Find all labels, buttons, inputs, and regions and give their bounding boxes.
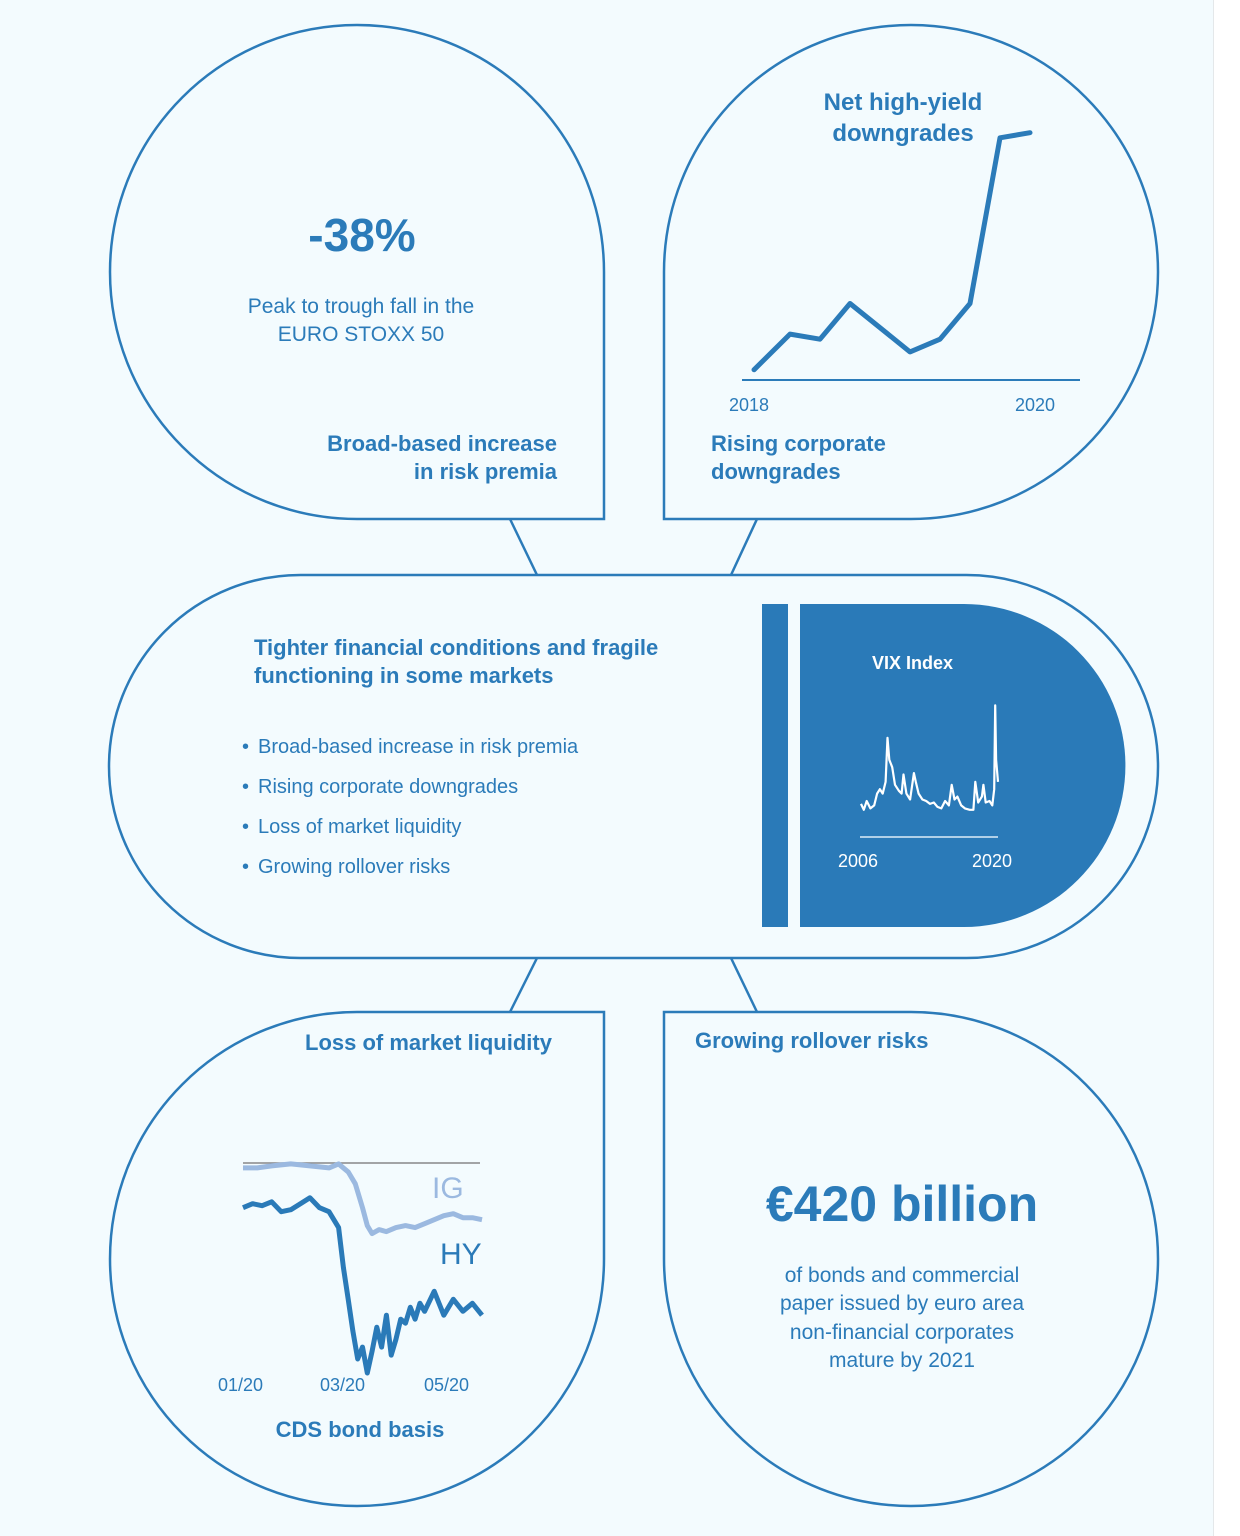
downgrades-heading-line2: downgrades	[711, 459, 841, 484]
center-heading-line2: functioning in some markets	[254, 663, 554, 688]
bullet-text: Loss of market liquidity	[258, 816, 462, 838]
euro-stoxx-caption-line1: Peak to trough fall in the	[247, 295, 475, 318]
risk-premia-heading-line2: in risk premia	[413, 459, 557, 484]
bullet-item	[242, 812, 578, 852]
cds-tick-label-0320: 03/20	[320, 1375, 366, 1395]
hy-tick-label-2020: 2020	[1015, 395, 1056, 415]
hy-series-label: HY	[440, 1238, 482, 1271]
connector-bottom-left	[510, 958, 537, 1012]
bullet-text: Growing rollover risks	[258, 856, 451, 878]
risk-premia-heading-line1: Broad-based increase	[327, 431, 557, 456]
bonds-caption-line1: of bonds and commercial	[784, 1264, 1020, 1287]
bullet-marker: •	[242, 736, 250, 758]
vix-accent-bar	[762, 604, 788, 927]
center-heading-line1: Tighter financial conditions and fragile	[254, 635, 659, 660]
bonds-caption-line4: mature by 2021	[829, 1349, 975, 1372]
bullet-marker: •	[242, 776, 250, 798]
cds-tick-label-0120: 01/20	[218, 1375, 264, 1395]
bullet-item	[242, 772, 578, 812]
vix-title: VIX Index	[872, 653, 954, 673]
connector-bottom-right	[731, 958, 757, 1012]
cds-basis-caption: CDS bond basis	[275, 1417, 445, 1442]
bubble-rollover-risks	[664, 1012, 1158, 1506]
euro-stoxx-caption-line2: EURO STOXX 50	[277, 323, 445, 346]
bullet-text: Rising corporate downgrades	[258, 776, 519, 798]
connector-top-left	[510, 519, 537, 575]
bullet-item	[242, 732, 578, 772]
vix-panel	[800, 604, 1125, 927]
hy-chart-title-line2: downgrades	[832, 120, 974, 147]
bullet-marker: •	[242, 816, 250, 838]
ig-series-label: IG	[432, 1172, 464, 1205]
vix-tick-label-2020: 2020	[972, 851, 1013, 871]
bullet-text: Broad-based increase in risk premia	[258, 736, 579, 758]
downgrades-heading-line1: Rising corporate	[711, 431, 886, 456]
rollover-risks-heading: Growing rollover risks	[695, 1028, 929, 1053]
bonds-caption-line3: non-financial corporates	[789, 1321, 1015, 1344]
cds-tick-label-0520: 05/20	[424, 1375, 470, 1395]
bullet-item	[242, 852, 578, 892]
hy-chart-title-line1: Net high-yield	[823, 89, 983, 116]
hy-tick-label-2018: 2018	[729, 395, 770, 415]
bonds-maturing-stat: €420 billion	[765, 1176, 1039, 1232]
center-bullet-list	[242, 732, 578, 892]
vix-tick-label-2006: 2006	[838, 851, 879, 871]
bullet-marker: •	[242, 856, 250, 878]
connector-top-right	[731, 519, 757, 575]
bonds-caption-line2: paper issued by euro area	[780, 1292, 1024, 1315]
euro-stoxx-fall-stat: -38%	[308, 209, 416, 261]
market-liquidity-heading: Loss of market liquidity	[305, 1030, 552, 1055]
